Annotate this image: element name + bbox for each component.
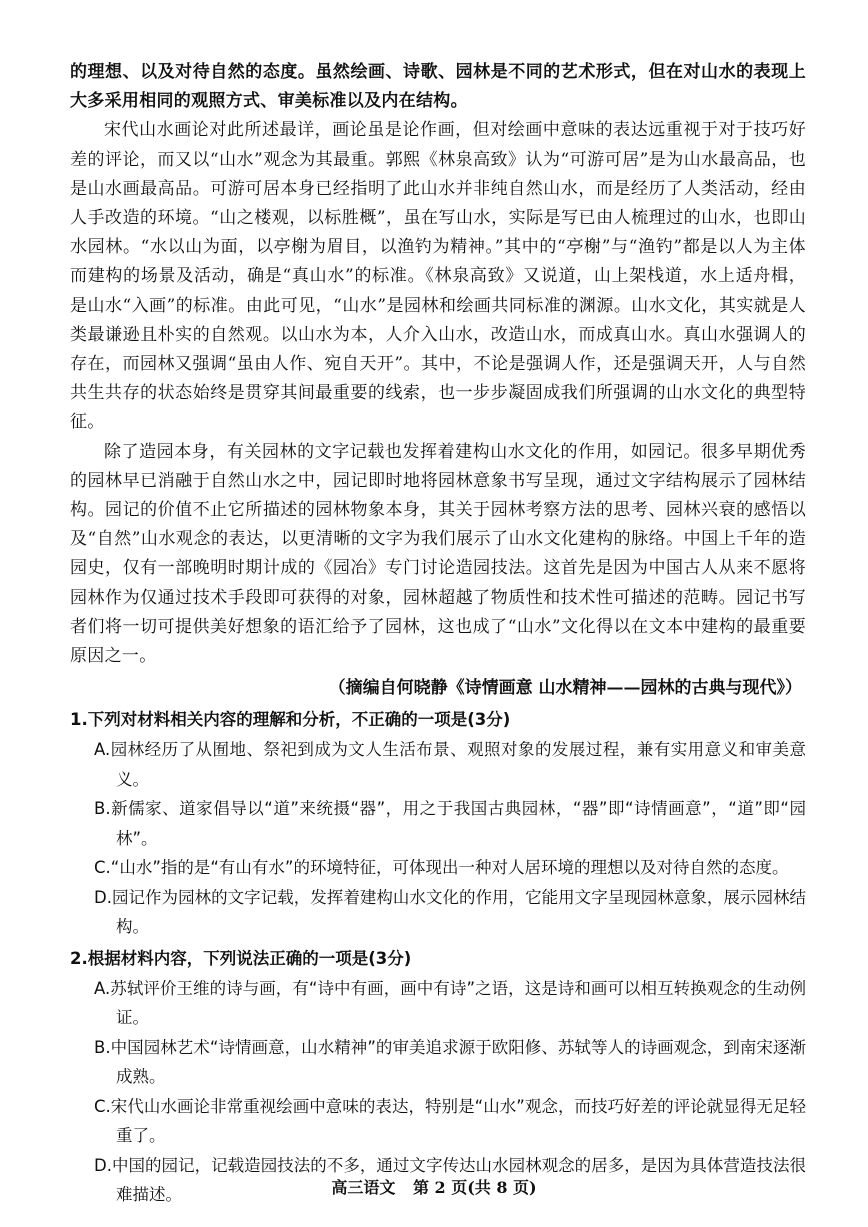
passage-paragraph-0: 的理想、以及对待自然的态度。虽然绘画、诗歌、园林是不同的艺术形式，但在对山水的表现上大多采用相同的观照方式、审美标准以及内在结构。 <box>70 62 806 112</box>
question-2-option-d: D.中国的园记，记载造园技法的不多，通过文字传达山水园林观念的居多，是因为具体营造技法很难描述。 <box>94 1155 806 1205</box>
question-2-option-a: A.苏轼评价王维的诗与画，有“诗中有画，画中有诗”之语，这是诗和画可以相互转换观念的生动例证。 <box>94 978 806 1028</box>
page-footer <box>0 1175 868 1198</box>
question-1-option-a: A.园林经历了从囿地、祭祀到成为文人生活布景、观照对象的发展过程，兼有实用意义和审美意义。 <box>94 740 806 789</box>
question-2-option-b: B.中国园林艺术“诗情画意，山水精神”的审美追求源于欧阳修、苏轼等人的诗画观念，到南宋逐渐成熟。 <box>94 1037 806 1087</box>
document-body <box>70 58 806 1210</box>
question-1 <box>70 705 806 942</box>
question-1-option-b: B.新儒家、道家倡导以“道”来统摄“器”，用之于我国古典园林，“器”即“诗情画意”，“道”即“园林”。 <box>94 799 806 848</box>
question-1-option-d: D.园记作为园林的文字记载，发挥着建构山水文化的作用，它能用文字呈现园林意象，展示园林结构。 <box>94 887 806 937</box>
question-2-option-c: C.宋代山水画论非常重视绘画中意味的表达，特别是“山水”观念，而技巧好差的评论就显得无足轻重了。 <box>94 1096 806 1146</box>
question-1-stem: 1.下列对材料相关内容的理解和分析，不正确的一项是(3分) <box>70 710 511 730</box>
question-2 <box>70 944 806 1210</box>
passage-paragraph-2: 除了造园本身，有关园林的文字记载也发挥着建构山水文化的作用，如园记。很多早期优秀的园林早已消融于自然山水之中，园记即时地将园林意象书写呈现，通过文字结构展示了园林结构。园记的价值不止它所描述的园林物象本身，其关于园林考察方法的思考、园林兴衰的感悟以及“自然”山水观念的表达，以更清晰的文字为我们展示了山水文化建构的脉络。中国上千年的造园史，仅有一部晚明时期计成的《园冶》专门讨论造园技法。这首先是因为中国古人从来不愿将园林作为仅通过技术手段即可获得的对象，园林超越了物质性和技术性可描述的范畴。园记书写者们将一切可提供美好想象的语汇给予了园林，这也成了“山水”文化得以在文本中建构的最重要原因之一。 <box>70 441 806 667</box>
footer-page-number: 第 2 页(共 8 页) <box>412 1178 537 1197</box>
passage-source: （摘编自何晓静《诗情画意 山水精神——园林的古典与现代》） <box>328 678 802 699</box>
footer-subject: 高三语文 <box>331 1178 396 1197</box>
question-2-stem: 2.根据材料内容，下列说法正确的一项是(3分) <box>70 948 412 968</box>
question-1-option-c: C.“山水”指的是“有山有水”的环境特征，可体现出一种对人居环境的理想以及对待自然的态度。 <box>94 858 789 878</box>
passage-paragraph-1: 宋代山水画论对此所述最详，画论虽是论作画，但对绘画中意味的表达远重视于对于技巧好差的评论，而又以“山水”观念为其最重。郭熙《林泉高致》认为“可游可居”是为山水最高品，也是山水画最高品。可游可居本身已经指明了此山水并非纯自然山水，而是经历了人类活动，经由人手改造的环境。“山之楼观，以标胜概”，虽在写山水，实际是写已由人梳理过的山水，也即山水园林。“水以山为面，以亭榭为眉目，以渔钓为精神。”其中的“亭榭”与“渔钓”都是以人为主体而建构的场景及活动，确是“真山水”的标准。《林泉高致》又说道，山上架栈道，水上适舟楫，是山水“入画”的标准。由此可见，“山水”是园林和绘画共同标准的渊源。山水文化，其实就是人类最谦逊且朴实的自然观。以山水为本，人介入山水，改造山水，而成真山水。真山水强调人的存在，而园林又强调“虽由人作、宛自天开”。其中，不论是强调人作，还是强调天开，人与自然共生共存的状态始终是贯穿其间最重要的线索，也一步步凝固成我们所强调的山水文化的典型特征。 <box>70 120 806 433</box>
